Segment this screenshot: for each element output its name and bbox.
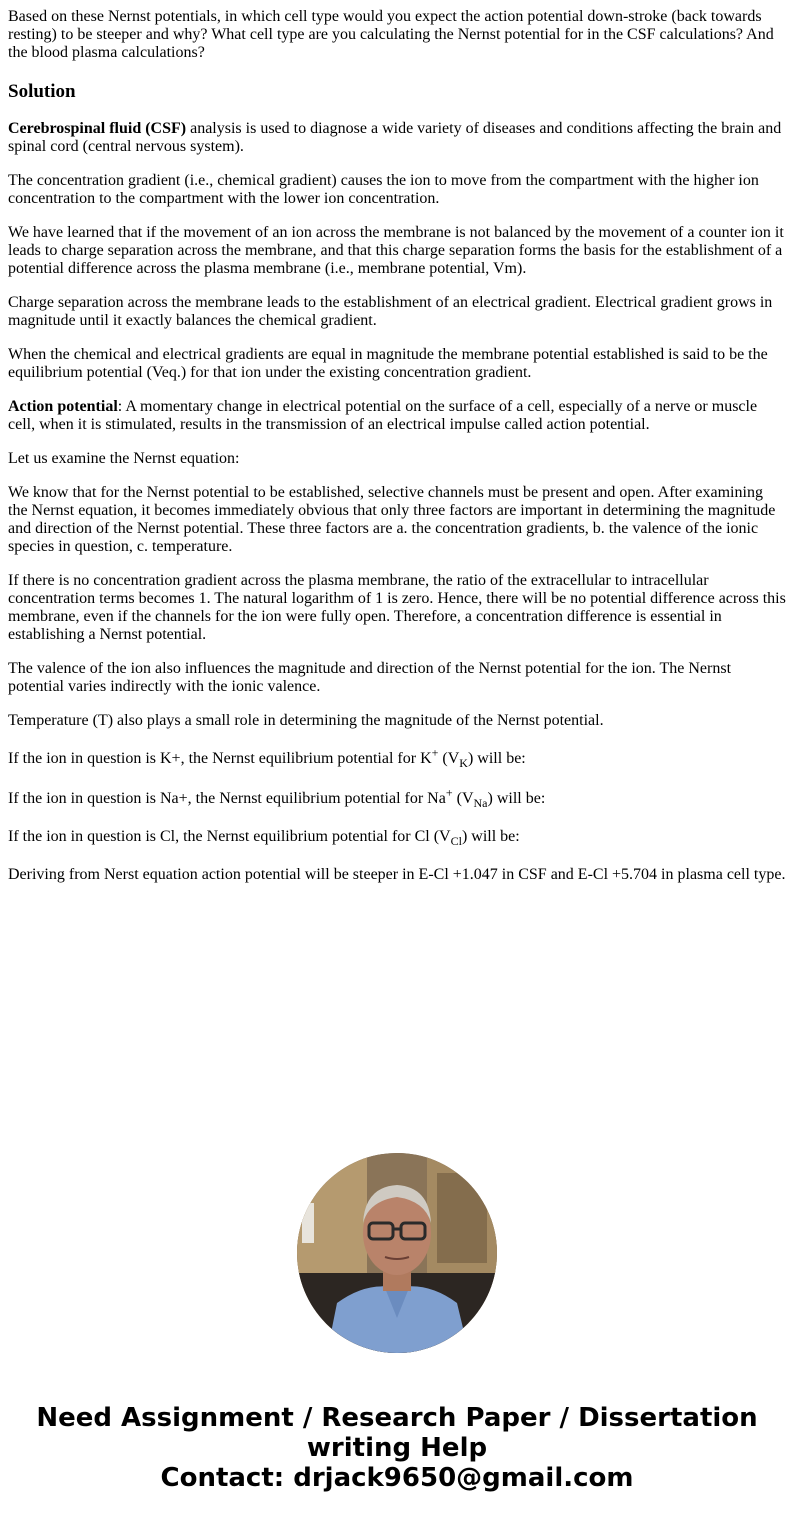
potassium-charge: + xyxy=(431,745,439,760)
author-portrait-image xyxy=(297,1153,497,1353)
paragraph-no-gradient: If there is no concentration gradient across the plasma membrane, the ratio of the extracellular to intracellular concentration terms becomes 1. The natural logarithm of 1 is zero. Hence, there will be no potential difference across this membrane, even if the channels for the ion were fully open. Therefore, a concentration difference is essential in establishing a Nernst potential. xyxy=(8,572,786,643)
paragraph-conclusion: Deriving from Nerst equation action potential will be steeper in E-Cl +1.047 in CSF and E-Cl +5.704 in plasma cell type. xyxy=(8,866,786,883)
paragraph-chloride xyxy=(8,828,786,849)
action-potential-term: Action potential xyxy=(8,398,118,415)
contact-banner xyxy=(0,1403,794,1493)
chloride-text: If the ion in question is Cl, the Nernst equilibrium potential for Cl (V xyxy=(8,828,451,845)
author-avatar xyxy=(297,1153,497,1353)
banner-line-1: Need Assignment / Research Paper / Dissertation xyxy=(36,1403,758,1433)
paragraph-equilibrium-potential: When the chemical and electrical gradients are equal in magnitude the membrane potential established is said to be the equilibrium potential (Veq.) for that ion under the existing concentration gradient. xyxy=(8,346,768,381)
paragraph-temperature: Temperature (T) also plays a small role in determining the magnitude of the Nernst potential. xyxy=(8,712,604,729)
question-text: Based on these Nernst potentials, in which cell type would you expect the action potential down-stroke (back towards resting) to be steeper and why? What cell type are you calculating the Nernst potential for in the CSF calculations? And the blood plasma calculations? xyxy=(8,8,774,61)
potassium-text: If the ion in question is K+, the Nernst equilibrium potential for K xyxy=(8,750,432,767)
csf-term: Cerebrospinal fluid (CSF) xyxy=(8,120,187,137)
potassium-suffix: ) will be: xyxy=(467,750,526,767)
action-potential-definition: : A momentary change in electrical potential on the surface of a cell, especially of a nerve or muscle cell, when it is stimulated, results in the transmission of an electrical impulse called action potential. xyxy=(8,398,758,433)
paragraph-three-factors: We know that for the Nernst potential to be established, selective channels must be present and open. After examining the Nernst equation, it becomes immediately obvious that only three factors are important in determining the magnitude and direction of the Nernst potential. These three factors are a. the concentration gradients, b. the valence of the ionic species in question, c. temperature. xyxy=(8,484,776,555)
sodium-text: If the ion in question is Na+, the Nernst equilibrium potential for Na xyxy=(8,790,446,807)
banner-contact-line: Contact: drjack9650@gmail.com xyxy=(160,1463,634,1493)
potassium-subscript: K xyxy=(459,756,468,771)
solution-document xyxy=(8,8,786,900)
paragraph-examine-nernst: Let us examine the Nernst equation: xyxy=(8,450,240,467)
paragraph-charge-separation: We have learned that if the movement of an ion across the membrane is not balanced by the movement of a counter ion it leads to charge separation across the membrane, and that this charge separation forms the basis for the establishment of a potential difference across the plasma membrane (i.e., membrane potential, Vm). xyxy=(8,224,784,277)
paragraph-valence: The valence of the ion also influences the magnitude and direction of the Nernst potential for the ion. The Nernst potential varies indirectly with the ionic valence. xyxy=(8,660,732,695)
solution-heading: Solution xyxy=(8,81,76,102)
sodium-suffix: ) will be: xyxy=(487,790,546,807)
paragraph-action-potential xyxy=(8,398,786,434)
sodium-subscript: Na xyxy=(473,796,488,811)
chloride-subscript: Cl xyxy=(450,834,462,849)
paragraph-concentration-gradient: The concentration gradient (i.e., chemical gradient) causes the ion to move from the compartment with the higher ion concentration to the compartment with the lower ion concentration. xyxy=(8,172,759,207)
paragraph-electrical-gradient: Charge separation across the membrane leads to the establishment of an electrical gradient. Electrical gradient grows in magnitude until it exactly balances the chemical gradient. xyxy=(8,294,773,329)
paragraph-csf xyxy=(8,120,786,156)
sodium-charge: + xyxy=(445,785,453,800)
paragraph-potassium xyxy=(8,745,786,771)
chloride-suffix: ) will be: xyxy=(461,828,520,845)
potassium-symbol: (V xyxy=(438,750,460,767)
paragraph-sodium xyxy=(8,785,786,811)
csf-definition: analysis is used to diagnose a wide variety of diseases and conditions affecting the brain and spinal cord (central nervous system). xyxy=(8,120,782,155)
sodium-symbol: (V xyxy=(452,790,474,807)
banner-line-2: writing Help xyxy=(306,1433,488,1463)
